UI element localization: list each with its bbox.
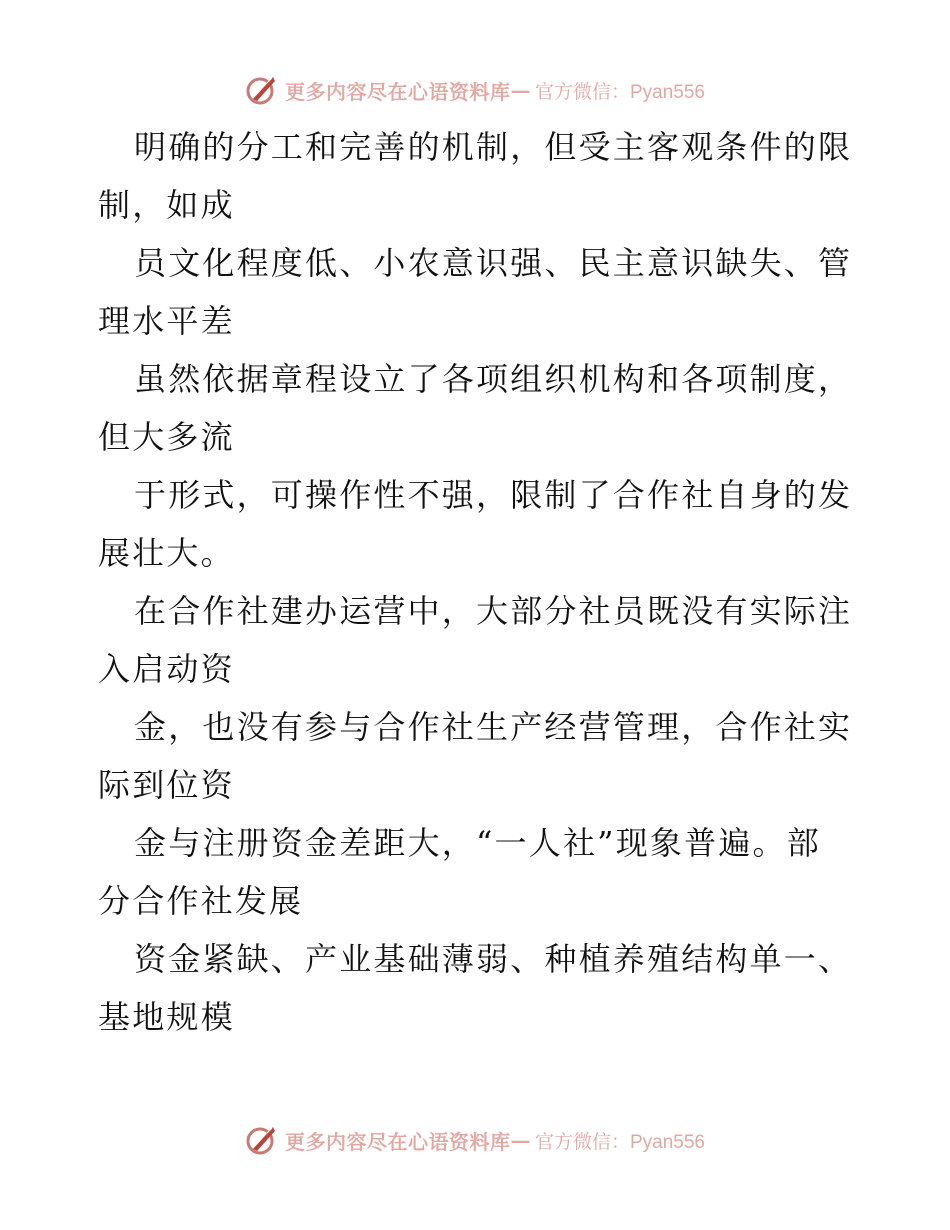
paragraph-line: 制，如成	[98, 186, 235, 224]
paragraph	[98, 466, 858, 582]
paragraph	[98, 582, 858, 698]
quill-logo-icon	[245, 1123, 279, 1157]
paragraph	[98, 698, 858, 814]
paragraph-line: 展壮大。	[98, 534, 235, 572]
paragraph	[98, 118, 858, 234]
watermark-separator: —	[510, 78, 531, 102]
paragraph	[98, 350, 858, 466]
paragraph	[98, 814, 858, 930]
paragraph-line: 分合作社发展	[98, 882, 304, 920]
watermark-slogan: 更多内容尽在心语资料库	[284, 1129, 511, 1154]
header-watermark	[0, 70, 950, 110]
paragraph-line: 理水平差	[98, 302, 235, 340]
paragraph	[98, 930, 858, 1046]
watermark-wechat: 官方微信：Pyan556	[534, 1131, 705, 1153]
watermark-separator: —	[510, 1128, 531, 1152]
paragraph-line: 在合作社建办运营中，大部分社员既没有实际注	[134, 592, 853, 630]
watermark-wechat: 官方微信：Pyan556	[534, 81, 705, 103]
paragraph-line: 但大多流	[98, 418, 235, 456]
quill-logo-icon	[245, 73, 279, 107]
watermark-slogan: 更多内容尽在心语资料库	[284, 79, 511, 104]
document-body	[98, 118, 858, 1046]
paragraph-line: 金与注册资金差距大，“一人社”现象普遍。部	[134, 824, 821, 862]
paragraph-line: 金，也没有参与合作社生产经营管理，合作社实	[134, 708, 853, 746]
paragraph-line: 资金紧缺、产业基础薄弱、种植养殖结构单一、	[134, 940, 853, 978]
footer-watermark	[0, 1120, 950, 1160]
paragraph-line: 际到位资	[98, 766, 235, 804]
paragraph-line: 虽然依据章程设立了各项组织机构和各项制度，	[134, 360, 853, 398]
paragraph-line: 员文化程度低、小农意识强、民主意识缺失、管	[134, 244, 853, 282]
paragraph	[98, 234, 858, 350]
paragraph-line: 入启动资	[98, 650, 235, 688]
paragraph-line: 基地规模	[98, 998, 235, 1036]
paragraph-line: 于形式，可操作性不强，限制了合作社自身的发	[134, 476, 853, 514]
paragraph-line: 明确的分工和完善的机制，但受主客观条件的限	[134, 128, 853, 166]
